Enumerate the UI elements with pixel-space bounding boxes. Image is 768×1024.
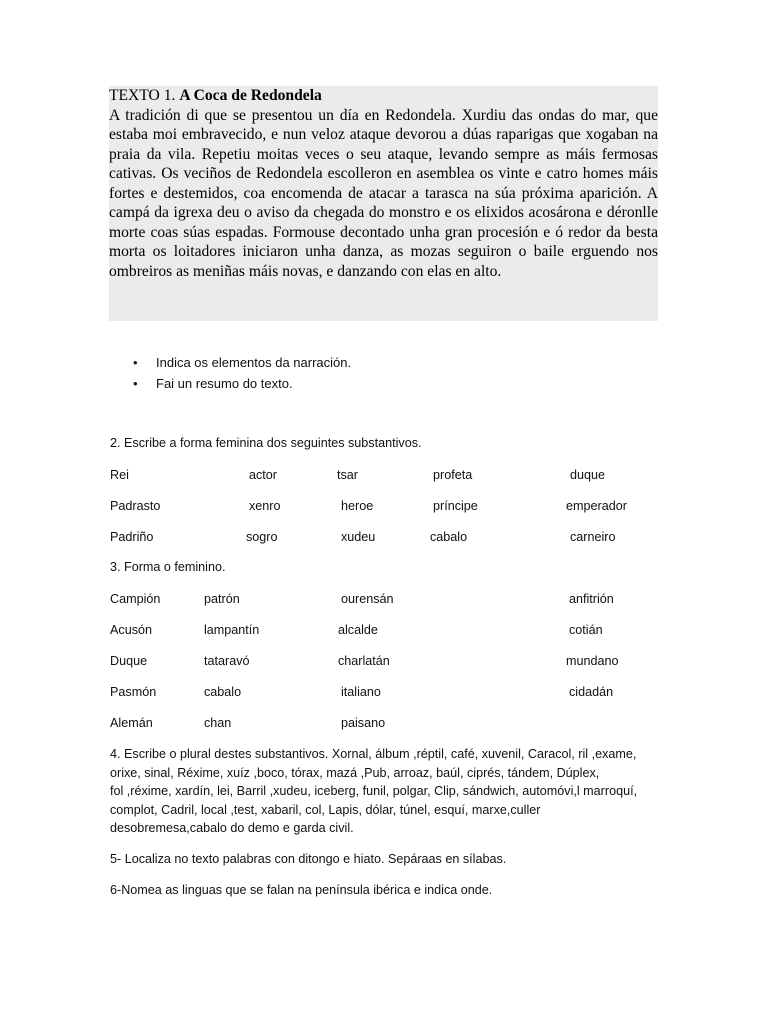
q4-line: 4. Escribe o plural destes substantivos. Xornal, álbum ,réptil, café, xuvenil, Caracol, ril ,exame, (110, 747, 637, 761)
q3-cell: charlatán (338, 654, 390, 668)
q3-cell: Campión (110, 592, 161, 606)
q3-cell: tataravó (204, 654, 250, 668)
q3-cell: alcalde (338, 623, 378, 637)
q3-cell: cidadán (569, 685, 614, 699)
q2-cell: Padriño (110, 530, 154, 544)
q2-cell: xenro (249, 499, 281, 513)
texto1-body: A tradición di que se presentou un día en Redondela. Xurdiu das ondas do mar, que estaba moi embravecido, e nun veloz ataque devorou a dúas raparigas que xogaban na praia da vila. Repetiu moitas veces o seu ataque, levando sempre as máis fermosas cativas. Os veciños de Redondela escolleron en asemblea os vinte e catro homes máis fortes e destemidos, coa encomenda de atacar a tarasca na súa próxima aparición. A campá da igrexa deu o aviso da chegada do monstro e os elixidos acosárona e déronlle morte coas súas espadas. Formouse decontado unha gran procesión e ó redor da besta morta os loitadores iniciaron unha danza, as mozas seguiron o baile erguendo nos ombreiros as meniñas máis novas, e danzando con elas en alto. (109, 106, 658, 280)
bullet-icon: • (133, 355, 138, 370)
q3-heading: 3. Forma o feminino. (110, 560, 226, 574)
q3-cell: Pasmón (110, 685, 157, 699)
q2-cell: Rei (110, 468, 129, 482)
q2-cell: tsar (337, 468, 358, 482)
texto1-prefix: TEXTO 1. (109, 87, 180, 104)
q4-line: desobremesa,cabalo do demo e garda civil. (110, 821, 354, 836)
texto1-title-text: A Coca de Redondela (179, 87, 322, 104)
bullet-list (130, 352, 351, 394)
texto1-box (109, 86, 658, 321)
bullet-icon: • (133, 376, 138, 391)
q2-cell: príncipe (433, 499, 478, 513)
q4-paragraph (110, 745, 660, 838)
q2-cell: emperador (566, 499, 627, 513)
q2-cell: heroe (341, 499, 374, 513)
q6-heading: 6-Nomea as linguas que se falan na península ibérica e indica onde. (110, 883, 493, 897)
q4-line: orixe, sinal, Réxime, xuíz ,boco, tórax, mazá ,Pub, arroaz, baúl, ciprés, tándem, Dúplex, (110, 765, 600, 780)
q3-cell: cotián (569, 623, 603, 637)
q2-cell: actor (249, 468, 277, 482)
q3-cell: patrón (204, 592, 240, 606)
q3-cell: cabalo (204, 685, 242, 699)
bullet-item (130, 373, 351, 394)
q2-cell: cabalo (430, 530, 468, 544)
q3-cell: anfitrión (569, 592, 614, 606)
q3-cell: Acusón (110, 623, 153, 637)
q4-line: complot, Cadril, local ,test, xabaril, col, Lapis, dólar, túnel, esquí, marxe,culler (110, 802, 541, 817)
q2-cell: duque (570, 468, 606, 482)
q5-heading: 5- Localiza no texto palabras con ditongo e hiato. Sepáraas en sílabas. (110, 852, 507, 866)
q2-cell: profeta (433, 468, 473, 482)
q4-line: fol ,réxime, xardín, lei, Barril ,xudeu, iceberg, funil, polgar, Clip, sándwich, automóvi,l marroquí, (110, 784, 638, 799)
q3-cell: Alemán (110, 716, 153, 730)
q2-cell: sogro (246, 530, 278, 544)
q3-cell: mundano (566, 654, 619, 668)
q3-cell: lampantín (204, 623, 260, 637)
q3-cell: italiano (341, 685, 381, 699)
q2-cell: Padrasto (110, 499, 161, 513)
bullet-text: Fai un resumo do texto. (156, 376, 293, 391)
q2-heading: 2. Escribe a forma feminina dos seguintes substantivos. (110, 436, 422, 450)
texto1-title (109, 86, 658, 106)
q3-cell: Duque (110, 654, 148, 668)
q2-cell: xudeu (341, 530, 376, 544)
q3-cell: paisano (341, 716, 386, 730)
q3-cell: chan (204, 716, 232, 730)
q2-cell: carneiro (570, 530, 616, 544)
bullet-item (130, 352, 351, 373)
q3-cell: ourensán (341, 592, 394, 606)
bullet-text: Indica os elementos da narración. (156, 355, 352, 370)
